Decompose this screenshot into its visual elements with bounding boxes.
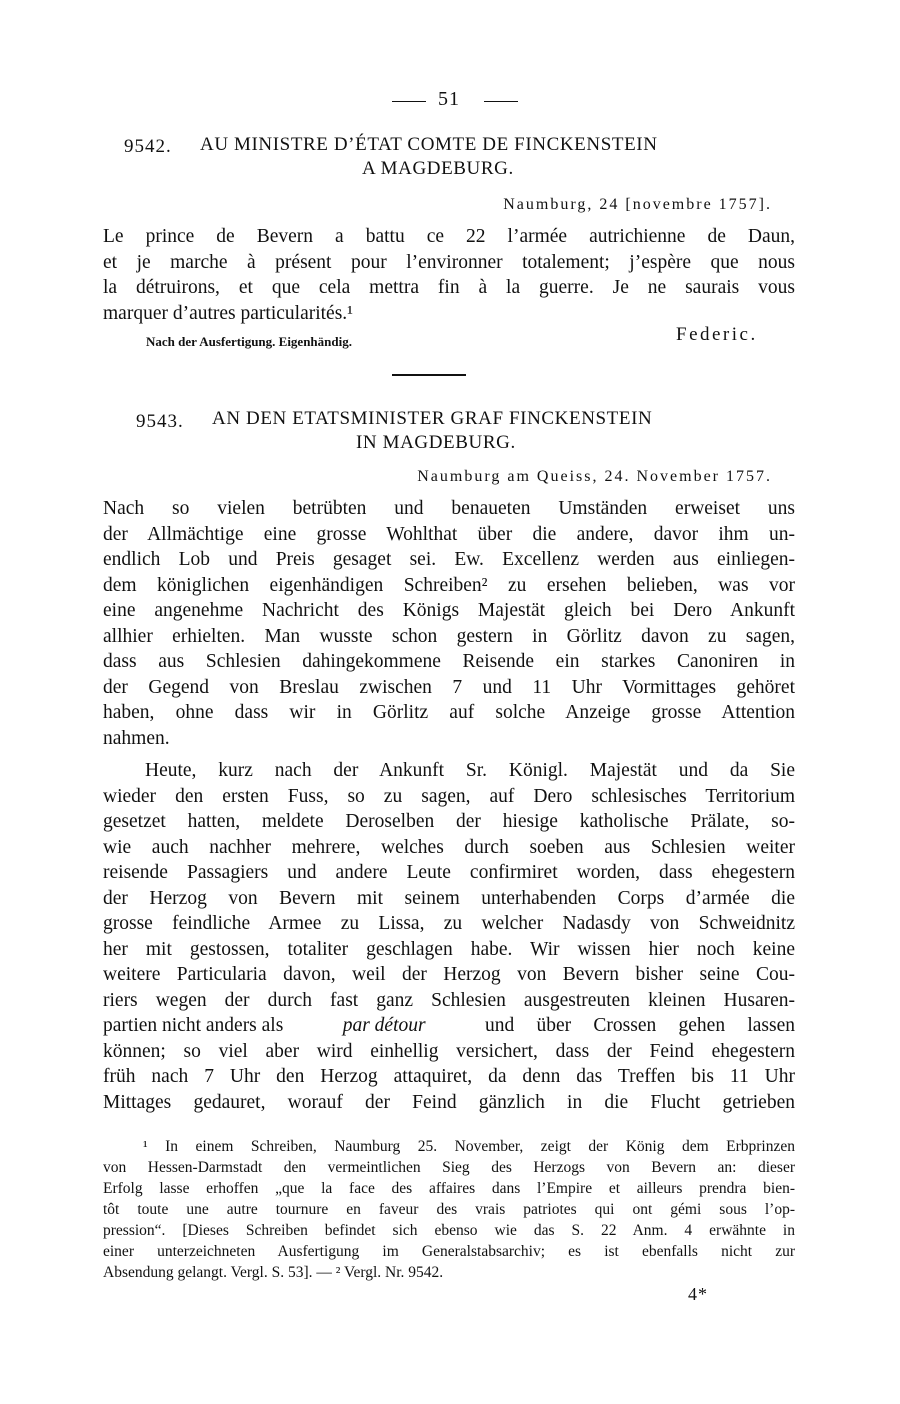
- letter-heading-line2: IN MAGDEBURG.: [356, 432, 516, 453]
- header-rule-left: [392, 101, 426, 102]
- body-line: her mit gestossen, totaliter geschlagen habe. Wir wissen hier noch keine: [103, 938, 795, 960]
- body-line: Nach so vielen betrübten und benaueten Umständen erweiset uns: [103, 498, 795, 519]
- body-line: gesetzet hatten, meldete Deroselben der hiesige katholische Prälate, so-: [103, 811, 795, 832]
- footnote-line: pression“. [Dieses Schreiben befindet sich ebenso wie das S. 22 Anm. 4 erwähnte in: [103, 1222, 795, 1239]
- header-rule-right: [484, 101, 518, 102]
- signature-mark: 4*: [688, 1284, 708, 1304]
- footnote-line: einer unterzeichneten Ausfertigung im Generalstabsarchiv; es ist ebenfalls nicht zur: [103, 1243, 795, 1260]
- italic-phrase: par détour: [342, 1015, 426, 1036]
- letter-body: [103, 224, 795, 326]
- letter-number: 9543.: [136, 411, 184, 432]
- body-line: weitere Particularia davon, weil der Herzog von Bevern bisher seine Cou-: [103, 964, 795, 985]
- letter-paragraph-2: [103, 758, 795, 1115]
- letter-paragraph-1: [103, 496, 795, 751]
- body-line: marquer d’autres particularités.¹: [103, 302, 354, 324]
- body-line: der Allmächtige eine grosse Wohlthat über die andere, davor ihm un-: [103, 523, 795, 545]
- letter-heading-line1: AU MINISTRE D’ÉTAT COMTE DE FINCKENSTEIN: [200, 134, 658, 155]
- body-line: grosse feindliche Armee zu Lissa, zu welcher Nadasdy von Schweidnitz: [103, 913, 795, 934]
- letter-heading-line1: AN DEN ETATSMINISTER GRAF FINCKENSTEIN: [212, 408, 653, 429]
- body-line: dem königlichen eigenhändigen Schreiben² zu ersehen belieben, was vor: [103, 574, 795, 596]
- body-line: reisende Passagiers und andere Leute confirmiret worden, dass ehegestern: [103, 862, 795, 883]
- body-line: dass aus Schlesien dahingekommene Reisende ein starkes Canoniren in: [103, 651, 795, 672]
- body-line-tail: und über Crossen gehen lassen: [485, 1015, 795, 1036]
- body-line: der Herzog von Bevern mit seinem unterhabenden Corps d’armée die: [103, 887, 795, 909]
- body-line: la détruirons, et que cela mettra fin à la guerre. Je ne saurais vous: [103, 277, 795, 298]
- body-line: Mittages gedauret, worauf der Feind gänzlich in die Flucht getrieben: [103, 1091, 795, 1113]
- body-line: et je marche à présent pour l’environner totalement; j’espère que nous: [103, 251, 795, 273]
- letter-heading-line2: A MAGDEBURG.: [362, 158, 514, 179]
- body-line: endlich Lob und Preis gesaget sei. Ew. Excellenz werden aus einliegen-: [103, 549, 795, 570]
- footnote-line: ¹ In einem Schreiben, Naumburg 25. November, zeigt der König dem Erbprinzen: [143, 1138, 795, 1155]
- body-line-start: partien nicht anders als: [103, 1015, 284, 1036]
- letter-number: 9542.: [124, 136, 172, 157]
- page-number: 51: [438, 88, 460, 110]
- body-line: allhier erhielten. Man wusste schon gestern in Görlitz davon zu sagen,: [103, 625, 795, 647]
- letter-dateline: Naumburg, 24 [novembre 1757].: [503, 196, 772, 213]
- footnote-line: Erfolg lasse erhoffen „que la face des affaires dans l’Empire et ailleurs prendra bien-: [103, 1180, 795, 1197]
- source-note: Nach der Ausfertigung. Eigenhändig.: [146, 334, 352, 349]
- body-line: riers wegen der durch fast ganz Schlesien ausgestreuten kleinen Husaren-: [103, 989, 795, 1011]
- body-line-mixed: [103, 1013, 795, 1039]
- letter-dateline: Naumburg am Queiss, 24. November 1757.: [417, 468, 772, 485]
- footnote-line: von Hessen-Darmstadt den vermeintlichen Sieg des Herzogs von Bevern an: dieser: [103, 1159, 795, 1176]
- body-line: wie auch nachher mehrere, welches durch soeben aus Schlesien weiter: [103, 836, 795, 858]
- body-line: haben, ohne dass wir in Görlitz auf solche Anzeige grosse Attention: [103, 702, 795, 723]
- body-line: nahmen.: [103, 727, 170, 749]
- footnote-line: tôt toute une autre tournure en faveur des vrais patriotes qui ont gémi sous l’op-: [103, 1201, 795, 1218]
- body-line: eine angenehme Nachricht des Königs Majestät gleich bei Dero Ankunft: [103, 600, 795, 621]
- section-divider: [392, 374, 466, 376]
- footnote-line: Absendung gelangt. Vergl. S. 53]. — ² Vergl. Nr. 9542.: [103, 1264, 444, 1281]
- footnotes: [103, 1136, 795, 1283]
- body-line: Le prince de Bevern a battu ce 22 l’armée autrichienne de Daun,: [103, 226, 795, 247]
- body-line: wieder den ersten Fuss, so zu sagen, auf Dero schlesisches Territorium: [103, 785, 795, 807]
- body-line: können; so viel aber wird einhellig versichert, dass der Feind ehegestern: [103, 1040, 795, 1062]
- signature: Federic.: [676, 324, 758, 345]
- body-line: früh nach 7 Uhr den Herzog attaquiret, da denn das Treffen bis 11 Uhr: [103, 1066, 795, 1087]
- body-line: Heute, kurz nach der Ankunft Sr. Königl. Majestät und da Sie: [145, 760, 795, 781]
- body-line: der Gegend von Breslau zwischen 7 und 11 Uhr Vormittages gehöret: [103, 676, 795, 698]
